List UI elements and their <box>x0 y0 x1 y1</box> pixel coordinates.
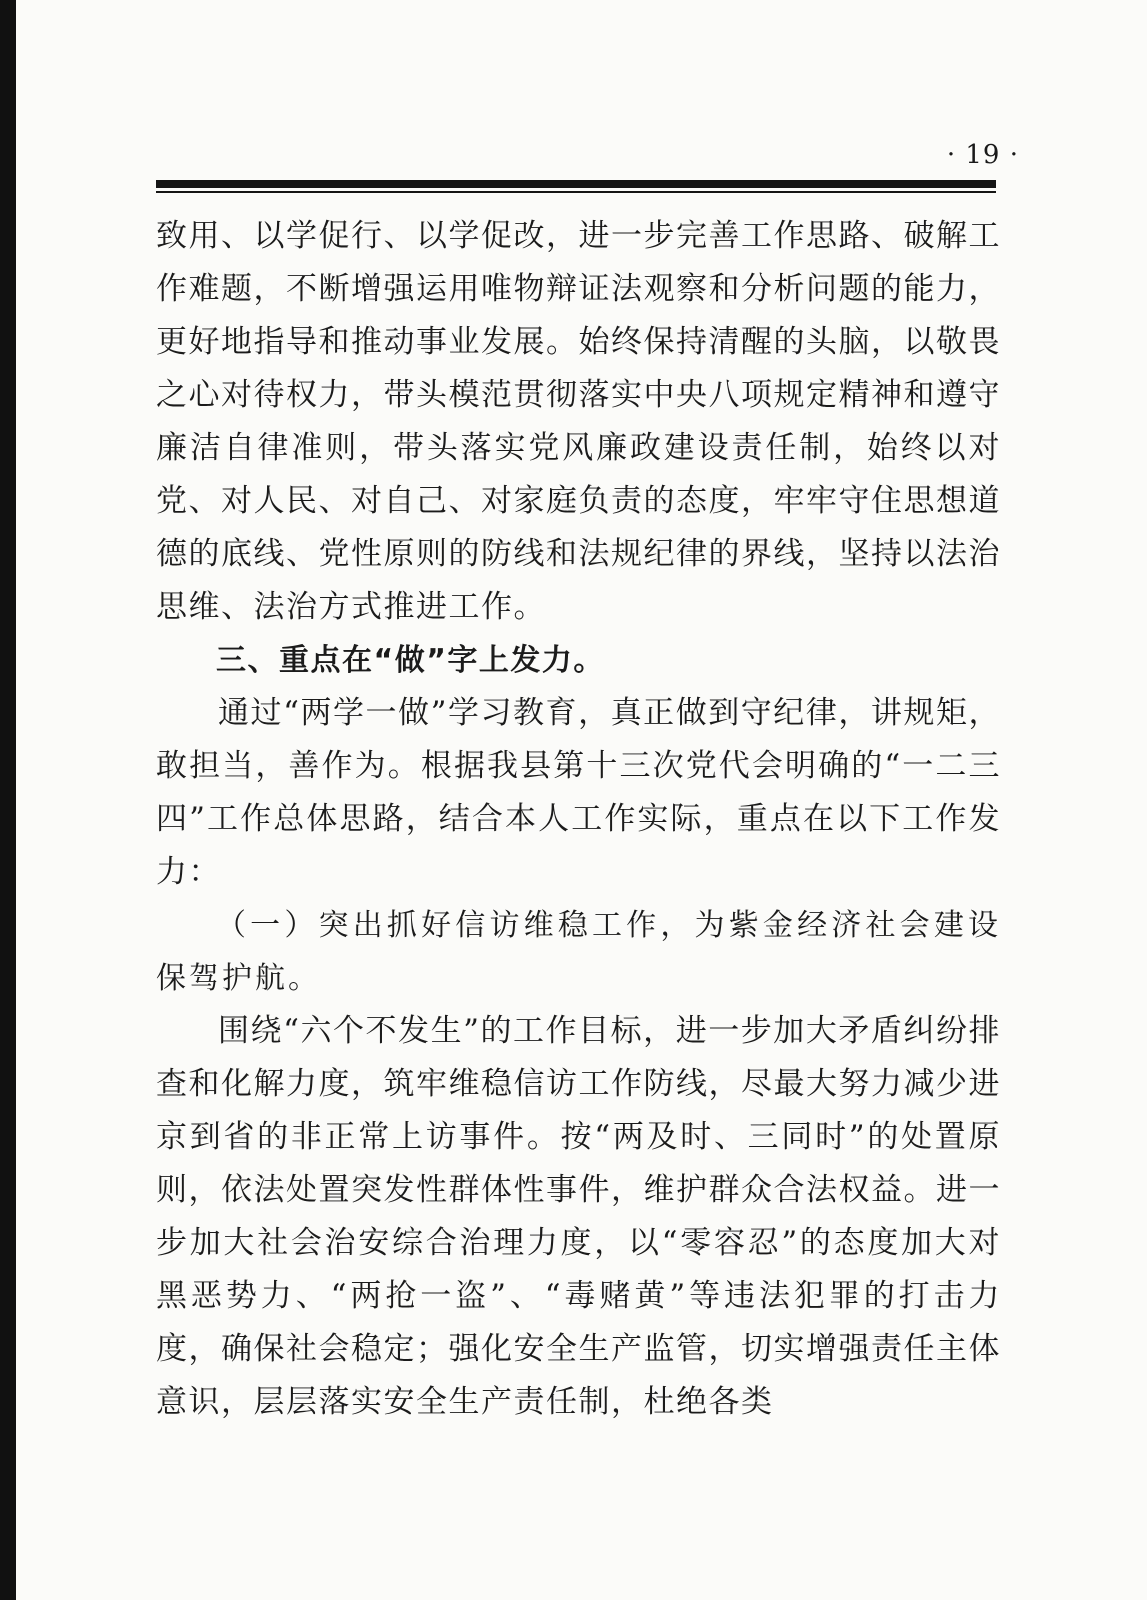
paragraph-continued: 致用、以学促行、以学促改，进一步完善工作思路、破解工作难题，不断增强运用唯物辩证法观察和分析问题的能力，更好地指导和推动事业发展。始终保持清醒的头脑，以敬畏之心对待权力，带头模范贯彻落实中央八项规定精神和遵守廉洁自律准则，带头落实党风廉政建设责任制，始终以对党、对人民、对自己、对家庭负责的态度，牢牢守住思想道德的底线、党性原则的防线和法规纪律的界线，坚持以法治思维、法治方式推进工作。 <box>156 218 1001 625</box>
paragraph: 通过“两学一做”学习教育，真正做到守纪律，讲规矩，敢担当，善作为。根据我县第十三次党代会明确的“一二三四”工作总体思路，结合本人工作实际，重点在以下工作发力： <box>156 695 1001 890</box>
header-rule-thin <box>156 191 996 193</box>
section-heading: 三、重点在“做”字上发力。 <box>216 643 605 678</box>
body-text <box>156 210 1001 1429</box>
paragraph: 围绕“六个不发生”的工作目标，进一步加大矛盾纠纷排查和化解力度，筑牢维稳信访工作防线，尽最大努力减少进京到省的非正常上访事件。按“两及时、三同时”的处置原则，依法处置突发性群体性事件，维护群众合法权益。进一步加大社会治安综合治理力度，以“零容忍”的态度加大对黑恶势力、“两抢一盗”、“毒赌黄”等违法犯罪的打击力度，确保社会稳定；强化安全生产监管，切实增强责任主体意识，层层落实安全生产责任制，杜绝各类 <box>156 1013 1001 1420</box>
book-page <box>16 0 1147 1600</box>
header-rule-thick <box>156 180 996 188</box>
subsection-heading: （一）突出抓好信访维稳工作，为紫金经济社会建设保驾护航。 <box>156 908 1001 996</box>
page-number: · 19 · <box>946 140 1019 170</box>
